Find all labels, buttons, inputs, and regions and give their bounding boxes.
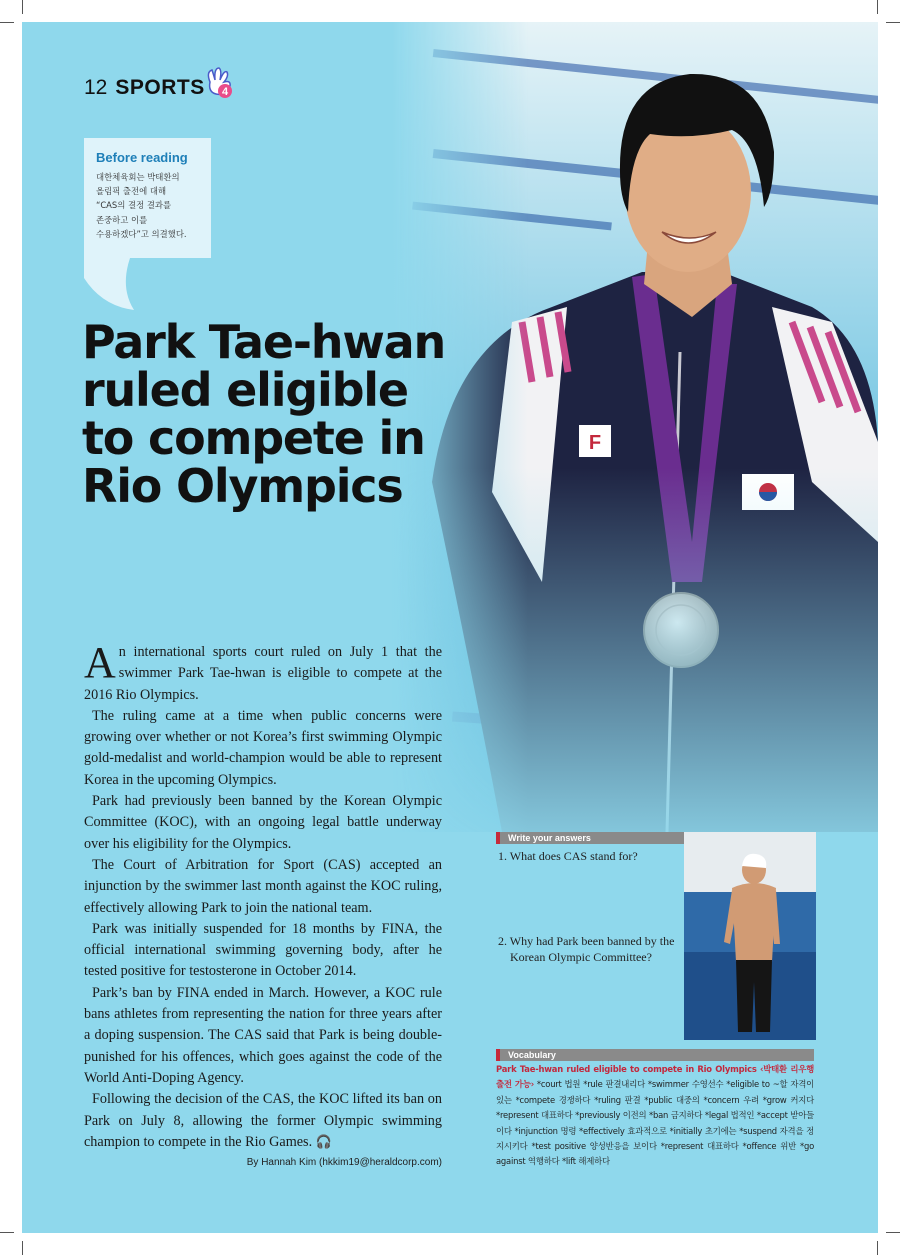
level-badge-icon bbox=[204, 66, 234, 100]
byline: By Hannah Kim (hkkim19@heraldcorp.com) bbox=[246, 1157, 442, 1168]
article-paragraph: Park was initially suspended for 18 months by FINA, the official international swimming governing body, after he tested positive for testosterone in October 2014. bbox=[84, 920, 442, 980]
level-number: 4 bbox=[221, 86, 229, 98]
headphones-icon: 🎧 bbox=[315, 1134, 332, 1150]
crop-mark bbox=[877, 1241, 878, 1255]
article-body bbox=[84, 638, 442, 1153]
crop-mark bbox=[877, 0, 878, 14]
swimmer-poolside-photo bbox=[684, 832, 816, 1040]
vocabulary-entries: *court 법원 *rule 판결내리다 *swimmer 수영선수 *eligible to ~할 자격이 있는 *compete 경쟁하다 *ruling 판결 *public 대중의 *concern 우려 *grow 커지다 *represent 대표하다 *previously 이전의 *ban 금지하다 *legal 법적인 *accept 받아들이다 *injunction 명령 *effectively 효과적으로 *initially 초기에는 *suspend 자격을 정지시키다 *test positive 양성반응을 보이다 *represent 대표하다 *offence 위반 *go against 역행하다 *lift 해제하다 bbox=[496, 1079, 814, 1167]
crop-mark bbox=[0, 22, 14, 23]
page-number: 12 bbox=[84, 76, 108, 99]
article-paragraph: The ruling came at a time when public concerns were growing over whether or not Korea’s first swimming Olympic gold-medalist and world-champion would be able to represent Korea in the upcoming Olympics. bbox=[84, 707, 442, 788]
crop-mark bbox=[22, 1241, 23, 1255]
page-header bbox=[84, 76, 205, 100]
drop-cap: A bbox=[84, 638, 116, 687]
question-item: 1. What does CAS stand for? bbox=[498, 849, 638, 863]
article-paragraph: Park had previously been banned by the Korean Olympic Committee (KOC), with an ongoing legal battle underway over his eligibility for the Olympics. bbox=[84, 793, 442, 852]
crop-mark bbox=[0, 1232, 14, 1233]
article-paragraph: An international sports court ruled on July 1 that the swimmer Park Tae-hwan is eligible to compete at the 2016 Rio Olympics. bbox=[84, 638, 442, 703]
before-reading-box bbox=[84, 138, 211, 258]
crop-mark bbox=[22, 0, 23, 14]
question-item: 2. Why had Park been banned by the Korean Olympic Committee? bbox=[498, 934, 675, 964]
article-paragraph: The Court of Arbitration for Sport (CAS) accepted an injunction by the swimmer last month against the KOC ruling, effectively allowing Park to join the national team. bbox=[84, 856, 442, 916]
article-headline: Park Tae-hwan ruled eligible to compete in Rio Olympics bbox=[82, 315, 446, 513]
magazine-page bbox=[22, 22, 878, 1233]
vocabulary-text bbox=[496, 1062, 814, 1170]
before-reading-title: Before reading bbox=[96, 150, 188, 165]
swimmer-medal-photo bbox=[392, 22, 878, 832]
article-paragraph: Following the decision of the CAS, the KOC lifted its ban on Park on July 8, allowing the former Olympic swimming champion to compete in the Rio Games. 🎧 bbox=[84, 1091, 442, 1150]
vocabulary-headline: Park Tae-hwan ruled eligible to compete in Rio Olympics ‹박태환 리우행 출전 가능› bbox=[496, 1064, 814, 1090]
section-label: SPORTS bbox=[115, 76, 205, 99]
vocabulary-heading: Vocabulary bbox=[496, 1049, 814, 1061]
crop-mark bbox=[886, 1232, 900, 1233]
crop-mark bbox=[886, 22, 900, 23]
speech-bubble-tail bbox=[84, 258, 144, 312]
questions-heading: Write your answers bbox=[496, 832, 814, 844]
article-paragraph: Park’s ban by FINA ended in March. However, a KOC rule bans athletes from representing the nation for three years after a doping suspension. The CAS said that Park is being double-punished for his offences, which goes against the code of the World Anti-Doping Agency. bbox=[84, 984, 442, 1086]
before-reading-text: 대한체육회는 박태환의 올림픽 출전에 대해 “CAS의 결정 결과를 존중하고 이를 수용하겠다”고 의결했다. bbox=[96, 172, 187, 239]
